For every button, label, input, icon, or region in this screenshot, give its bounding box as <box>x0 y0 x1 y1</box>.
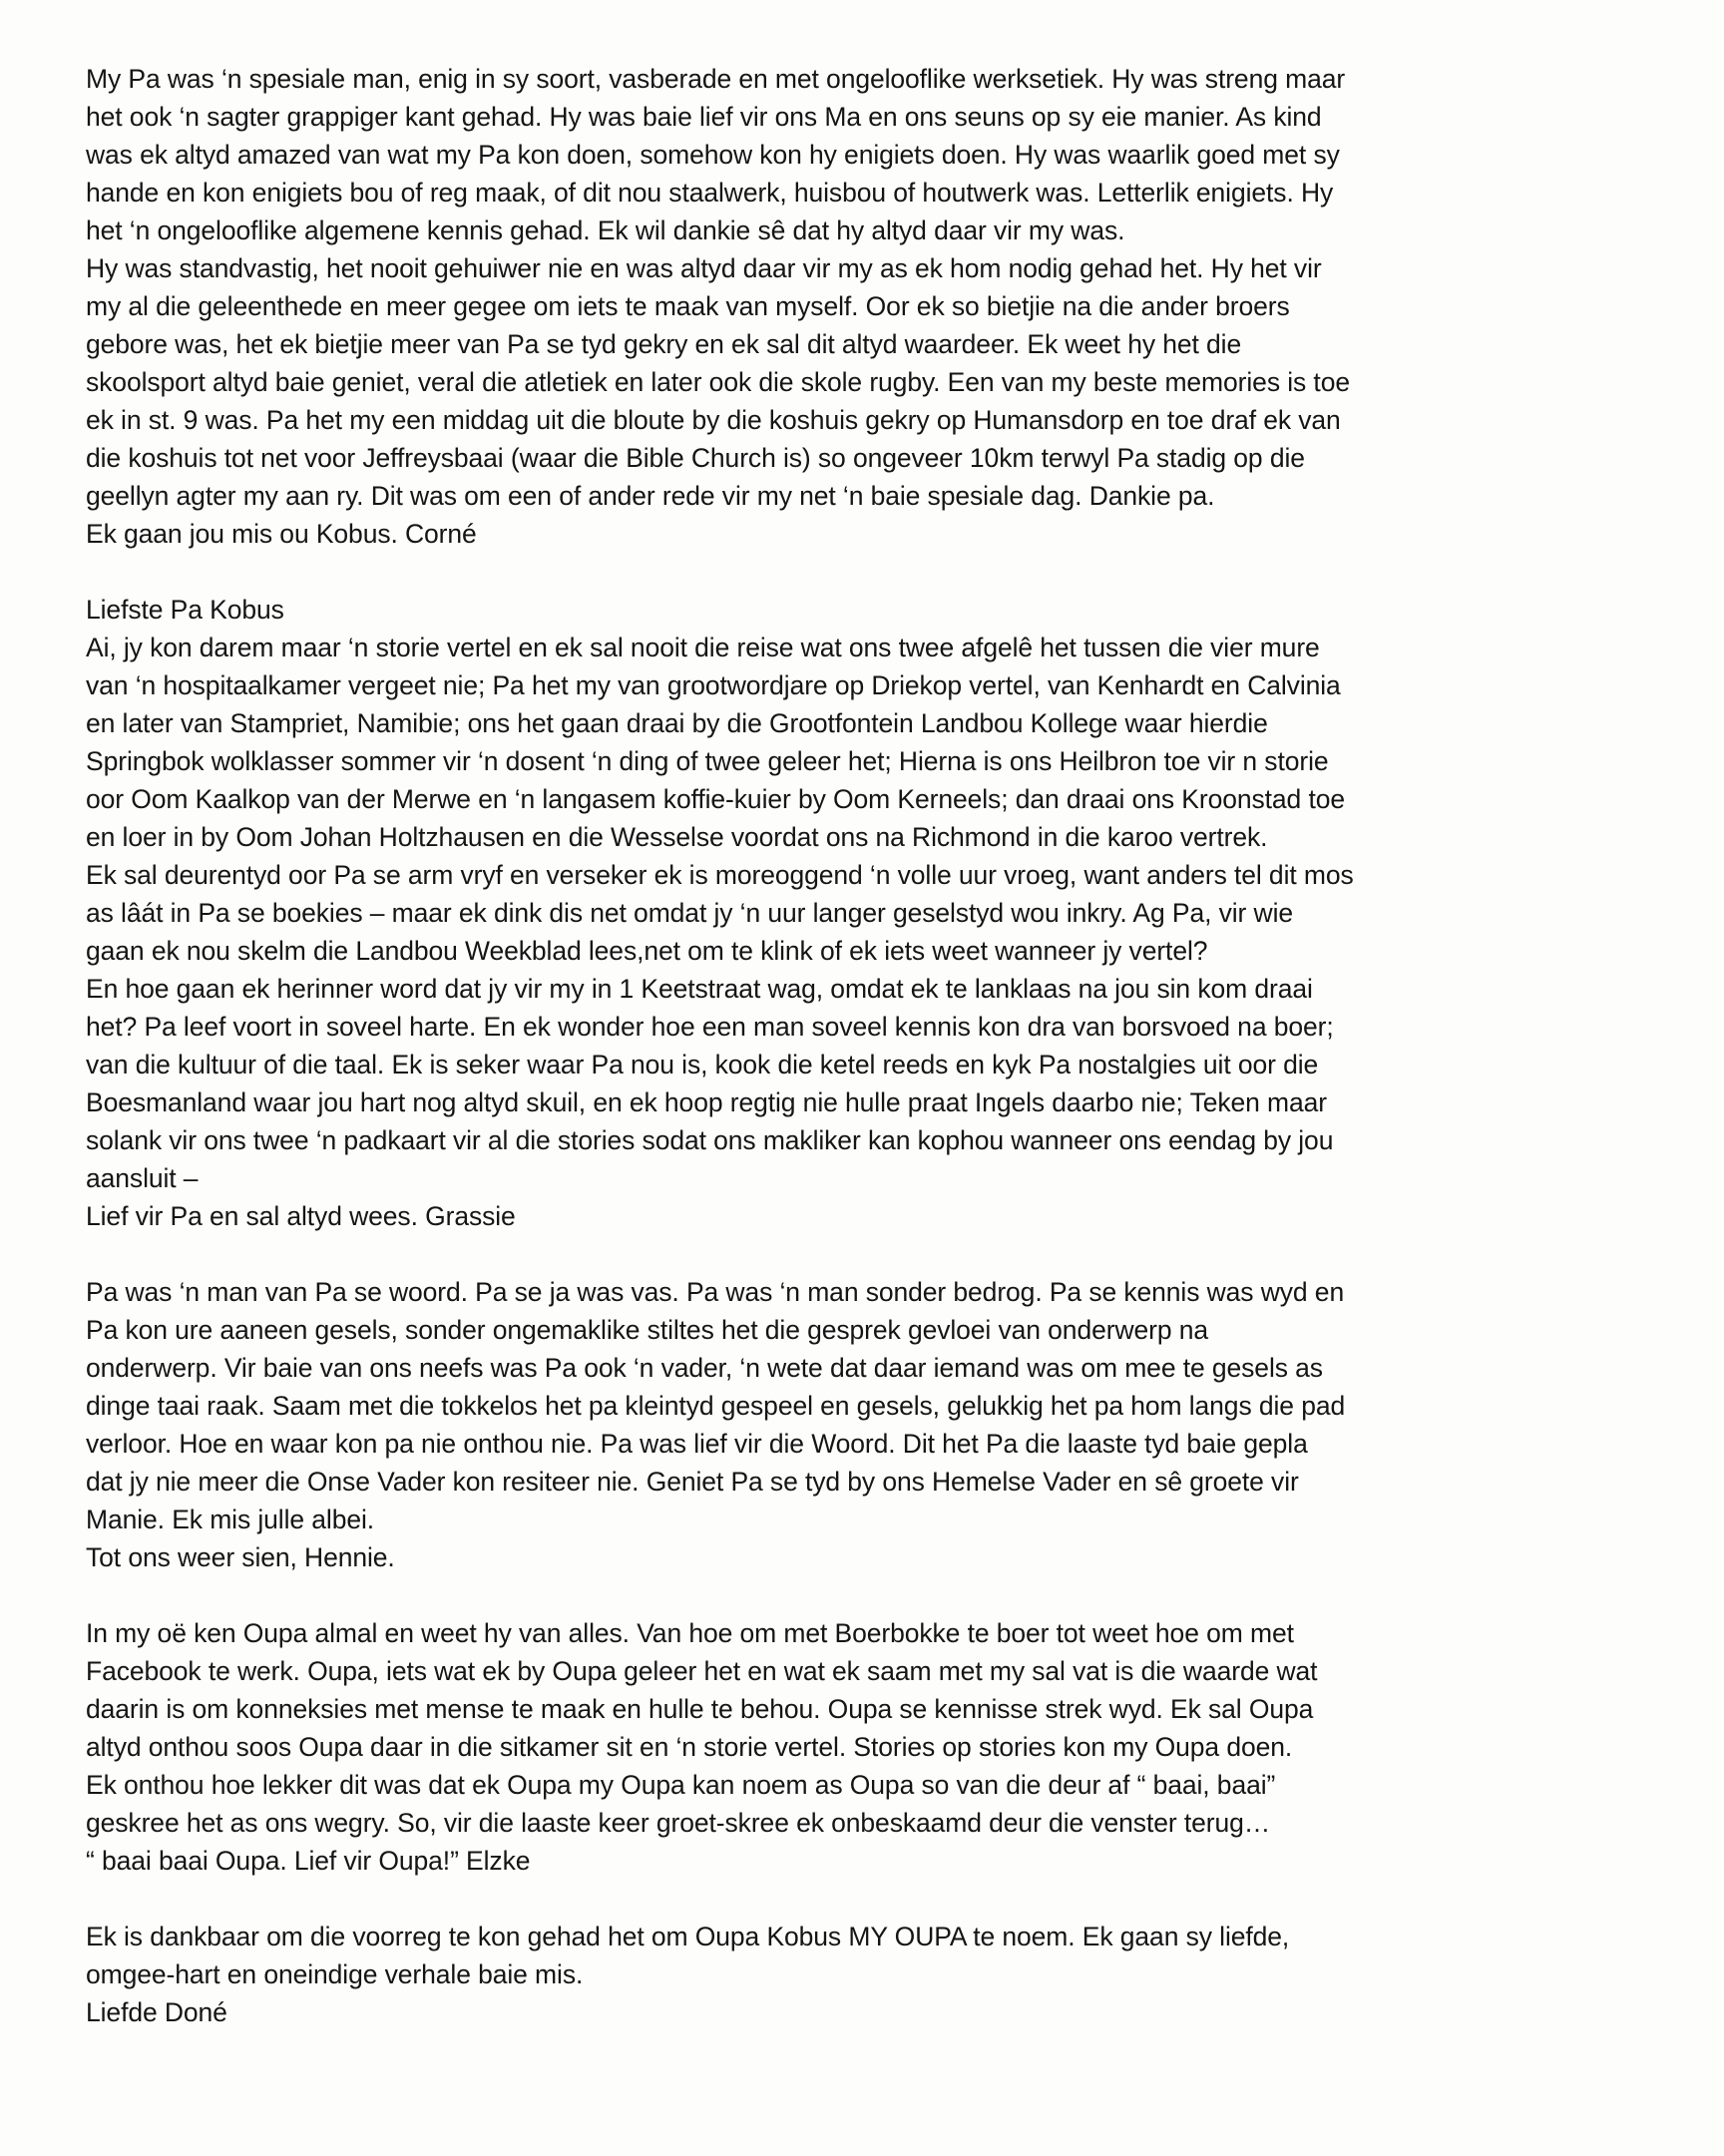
text-line: my al die geleenthede en meer gegee om iets te maak van myself. Oor ek so bietjie na die ander broers <box>86 291 1290 321</box>
signature-line: Ek gaan jou mis ou Kobus. Corné <box>86 519 477 549</box>
document-body <box>86 60 1702 2031</box>
text-line: hande en kon enigiets bou of reg maak, of dit nou staalwerk, huisbou of houtwerk was. Letterlik enigiets. Hy <box>86 178 1334 208</box>
text-line: het ook ‘n sagter grappiger kant gehad. Hy was baie lief vir ons Ma en ons seuns op sy eie manier. As kind <box>86 102 1322 132</box>
salutation: Liefste Pa Kobus <box>86 595 284 625</box>
text-line: En hoe gaan ek herinner word dat jy vir my in 1 Keetstraat wag, omdat ek te lanklaas na jou sin kom draai <box>86 974 1313 1004</box>
text-line: was ek altyd amazed van wat my Pa kon doen, somehow kon hy enigiets doen. Hy was waarlik goed met sy <box>86 140 1340 170</box>
text-line: het ‘n ongelooflike algemene kennis gehad. Ek wil dankie sê dat hy altyd daar vir my was. <box>86 216 1125 245</box>
text-line: dat jy nie meer die Onse Vader kon resiteer nie. Geniet Pa se tyd by ons Hemelse Vader en sê groete vir <box>86 1467 1299 1497</box>
letter-grassie <box>86 591 1702 1235</box>
text-line: en loer in by Oom Johan Holtzhausen en die Wesselse voordat ons na Richmond in die karoo vertrek. <box>86 822 1268 852</box>
text-line: Boesmanland waar jou hart nog altyd skuil, en ek hoop regtig nie hulle praat Ingels daarbo nie; Teken maar <box>86 1087 1328 1117</box>
text-line: geellyn agter my aan ry. Dit was om een of ander rede vir my net ‘n baie spesiale dag. Dankie pa. <box>86 481 1215 511</box>
text-line: Ek is dankbaar om die voorreg te kon gehad het om Oupa Kobus MY OUPA te noem. Ek gaan sy liefde, <box>86 1922 1290 1951</box>
signature-line: “ baai baai Oupa. Lief vir Oupa!” Elzke <box>86 1846 531 1876</box>
text-line: het? Pa leef voort in soveel harte. En ek wonder hoe een man soveel kennis kon dra van borsvoed na boer; <box>86 1012 1334 1042</box>
text-line: die koshuis tot net voor Jeffreysbaai (waar die Bible Church is) so ongeveer 10km terwyl Pa stadig op die <box>86 443 1305 473</box>
text-line: van ‘n hospitaalkamer vergeet nie; Pa het my van grootwordjare op Driekop vertel, van Kenhardt en Calvinia <box>86 670 1341 700</box>
signature-line: Liefde Doné <box>86 1997 227 2027</box>
paragraph-gap <box>86 1880 1702 1918</box>
text-line: Facebook te werk. Oupa, iets wat ek by Oupa geleer het en wat ek saam met my sal vat is die waarde wat <box>86 1656 1318 1686</box>
text-line: In my oë ken Oupa almal en weet hy van alles. Van hoe om met Boerbokke te boer tot weet hoe om met <box>86 1618 1294 1648</box>
text-line: geskree het as ons wegry. So, vir die laaste keer groet-skree ek onbeskaamd deur die venster terug… <box>86 1808 1271 1838</box>
paragraph-gap <box>86 1576 1702 1614</box>
text-line: skoolsport altyd baie geniet, veral die atletiek en later ook die skole rugby. Een van my beste memories is toe <box>86 367 1350 397</box>
text-line: Ek onthou hoe lekker dit was dat ek Oupa my Oupa kan noem as Oupa so van die deur af “ baai, baai” <box>86 1770 1276 1800</box>
text-line: omgee-hart en oneindige verhale baie mis. <box>86 1959 584 1989</box>
text-line: My Pa was ‘n spesiale man, enig in sy soort, vasberade en met ongelooflike werksetiek. Hy was streng maar <box>86 64 1346 94</box>
text-line: van die kultuur of die taal. Ek is seker waar Pa nou is, kook die ketel reeds en kyk Pa nostalgies uit oor die <box>86 1050 1319 1079</box>
text-line: as lâát in Pa se boekies – maar ek dink dis net omdat jy ‘n uur langer geselstyd wou inkry. Ag Pa, vir wie <box>86 898 1293 928</box>
text-line: altyd onthou soos Oupa daar in die sitkamer sit en ‘n storie vertel. Stories op stories kon my Oupa doen. <box>86 1732 1293 1762</box>
text-line: en later van Stampriet, Namibie; ons het gaan draai by die Grootfontein Landbou Kollege waar hierdie <box>86 708 1268 738</box>
text-line: Ek sal deurentyd oor Pa se arm vryf en verseker ek is moreoggend ‘n volle uur vroeg, want anders tel dit mos <box>86 860 1354 890</box>
text-line: Hy was standvastig, het nooit gehuiwer nie en was altyd daar vir my as ek hom nodig gehad het. Hy het vir <box>86 253 1322 283</box>
text-line: aansluit – <box>86 1163 199 1193</box>
text-line: gaan ek nou skelm die Landbou Weekblad lees,net om te klink of ek iets weet wanneer jy vertel? <box>86 936 1208 966</box>
text-line: verloor. Hoe en waar kon pa nie onthou nie. Pa was lief vir die Woord. Dit het Pa die laaste tyd baie gepla <box>86 1429 1308 1459</box>
paragraph-gap <box>86 553 1702 591</box>
text-line: Pa kon ure aaneen gesels, sonder ongemaklike stiltes het die gesprek gevloei van onderwerp na <box>86 1315 1209 1345</box>
text-line: Ai, jy kon darem maar ‘n storie vertel en ek sal nooit die reise wat ons twee afgelê het tussen die vier mure <box>86 633 1320 662</box>
letter-done <box>86 1918 1702 2031</box>
letter-corne <box>86 60 1702 553</box>
text-line: oor Oom Kaalkop van der Merwe en ‘n langasem koffie-kuier by Oom Kerneels; dan draai ons Kroonstad toe <box>86 784 1345 814</box>
letter-elzke <box>86 1614 1702 1880</box>
letter-hennie <box>86 1273 1702 1576</box>
text-line: onderwerp. Vir baie van ons neefs was Pa ook ‘n vader, ‘n wete dat daar iemand was om mee te gesels as <box>86 1353 1323 1383</box>
text-line: solank vir ons twee ‘n padkaart vir al die stories sodat ons makliker kan kophou wanneer ons eendag by jou <box>86 1125 1334 1155</box>
text-line: ek in st. 9 was. Pa het my een middag uit die bloute by die koshuis gekry op Humansdorp en toe draf ek van <box>86 405 1341 435</box>
signature-line: Tot ons weer sien, Hennie. <box>86 1542 395 1572</box>
signature-line: Lief vir Pa en sal altyd wees. Grassie <box>86 1201 516 1231</box>
text-line: dinge taai raak. Saam met die tokkelos het pa kleintyd gespeel en gesels, gelukkig het pa hom langs die pad <box>86 1391 1346 1421</box>
text-line: Manie. Ek mis julle albei. <box>86 1505 375 1534</box>
text-line: Pa was ‘n man van Pa se woord. Pa se ja was vas. Pa was ‘n man sonder bedrog. Pa se kennis was wyd en <box>86 1277 1345 1307</box>
text-line: daarin is om konneksies met mense te maak en hulle te behou. Oupa se kennisse strek wyd. Ek sal Oupa <box>86 1694 1314 1724</box>
text-line: gebore was, het ek bietjie meer van Pa se tyd gekry en ek sal dit altyd waardeer. Ek weet hy het die <box>86 329 1242 359</box>
text-line: Springbok wolklasser sommer vir ‘n dosent ‘n ding of twee geleer het; Hierna is ons Heilbron toe vir n storie <box>86 746 1329 776</box>
paragraph-gap <box>86 1235 1702 1273</box>
